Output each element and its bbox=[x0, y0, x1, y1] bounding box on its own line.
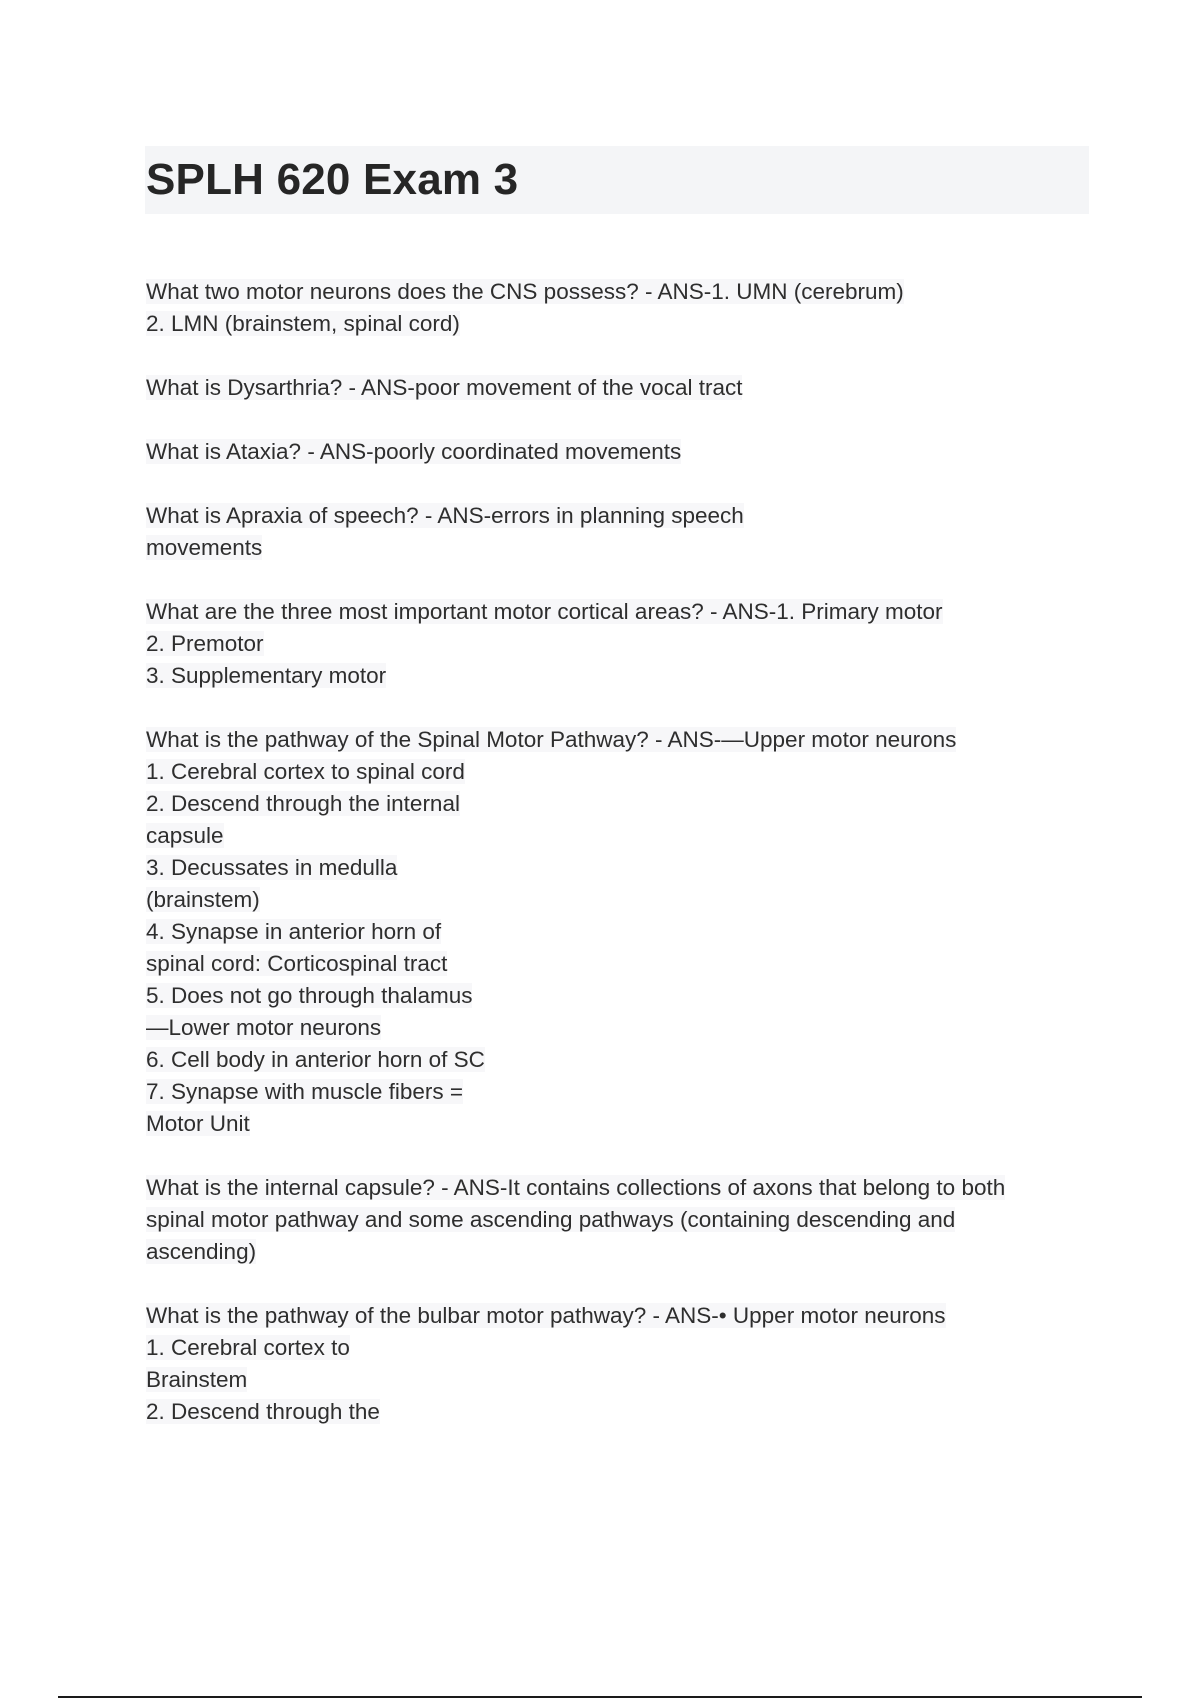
qa-line: 6. Cell body in anterior horn of SC bbox=[146, 1047, 485, 1072]
qa-line: 2. Premotor bbox=[146, 631, 264, 656]
qa-line: What is the pathway of the bulbar motor pathway? - ANS-• Upper motor neurons bbox=[146, 1303, 946, 1328]
qa-line: 3. Supplementary motor bbox=[146, 663, 387, 688]
qa-line: 7. Synapse with muscle fibers = bbox=[146, 1079, 464, 1104]
qa-line: capsule bbox=[146, 823, 224, 848]
qa-line: —Lower motor neurons bbox=[146, 1015, 382, 1040]
qa-line: Brainstem bbox=[146, 1367, 248, 1392]
qa-list bbox=[146, 276, 1086, 1460]
qa-line: What is Dysarthria? - ANS-poor movement of the vocal tract bbox=[146, 375, 743, 400]
qa-line: 1. Cerebral cortex to bbox=[146, 1335, 350, 1360]
qa-item bbox=[146, 436, 1086, 468]
qa-line: What is the pathway of the Spinal Motor Pathway? - ANS-—Upper motor neurons bbox=[146, 727, 957, 752]
qa-line: 2. Descend through the bbox=[146, 1399, 380, 1424]
qa-item bbox=[146, 1300, 1086, 1428]
qa-line: 5. Does not go through thalamus bbox=[146, 983, 473, 1008]
page-title: SPLH 620 Exam 3 bbox=[146, 155, 519, 204]
qa-line: spinal motor pathway and some ascending pathways (containing descending and bbox=[146, 1207, 956, 1232]
qa-item bbox=[146, 724, 1086, 1140]
qa-item bbox=[146, 372, 1086, 404]
qa-line: What is Apraxia of speech? - ANS-errors in planning speech bbox=[146, 503, 744, 528]
qa-line: What is Ataxia? - ANS-poorly coordinated movements bbox=[146, 439, 682, 464]
qa-line: 2. Descend through the internal bbox=[146, 791, 460, 816]
qa-line: movements bbox=[146, 535, 263, 560]
qa-item bbox=[146, 1172, 1086, 1268]
qa-line: 1. Cerebral cortex to spinal cord bbox=[146, 759, 465, 784]
qa-line: spinal cord: Corticospinal tract bbox=[146, 951, 448, 976]
qa-line: ascending) bbox=[146, 1239, 257, 1264]
qa-item bbox=[146, 500, 1086, 564]
qa-line: What is the internal capsule? - ANS-It contains collections of axons that belong to both bbox=[146, 1175, 1006, 1200]
qa-line: 3. Decussates in medulla bbox=[146, 855, 398, 880]
qa-line: What are the three most important motor cortical areas? - ANS-1. Primary motor bbox=[146, 599, 943, 624]
footer-divider bbox=[58, 1696, 1142, 1698]
qa-item bbox=[146, 596, 1086, 692]
qa-line: (brainstem) bbox=[146, 887, 260, 912]
qa-line: What two motor neurons does the CNS possess? - ANS-1. UMN (cerebrum) bbox=[146, 279, 904, 304]
qa-item bbox=[146, 276, 1086, 340]
qa-line: 2. LMN (brainstem, spinal cord) bbox=[146, 311, 460, 336]
qa-line: 4. Synapse in anterior horn of bbox=[146, 919, 442, 944]
qa-line: Motor Unit bbox=[146, 1111, 250, 1136]
